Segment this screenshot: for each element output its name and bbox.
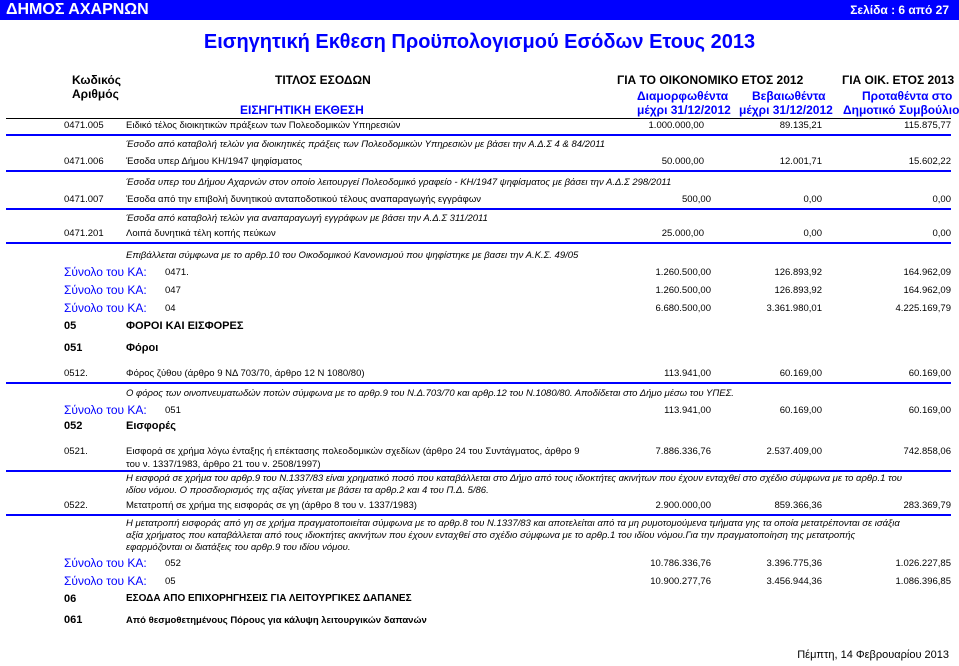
- total-value-a: 1.260.500,00: [655, 267, 711, 278]
- row-value-c: 0,00: [932, 228, 951, 239]
- total-value-c: 164.962,09: [903, 285, 951, 296]
- row-note: Έσοδα υπερ του Δήμου Αχαρνών στον οποίο λειτουργεί Πολεοδομικό γραφείο - ΚΗ/1947 ψηφίσματος με βάσει την Α.Δ.Σ 298/2011: [126, 177, 672, 188]
- row-value-c: 283.369,79: [903, 500, 951, 511]
- total-value-a: 10.786.336,76: [650, 558, 711, 569]
- col-c-2: Δημοτικό Συμβούλιο: [843, 103, 959, 117]
- total-label: Σύνολο του ΚΑ:: [64, 574, 147, 588]
- total-code: 047: [165, 285, 181, 296]
- section-title: Από θεσμοθετημένους Πόρους για κάλυψη λειτουργικών δαπανών: [126, 615, 427, 626]
- total-value-c: 4.225.169,79: [895, 303, 951, 314]
- col-c-1: Προταθέντα στο: [862, 89, 953, 103]
- row-value-c: 0,00: [932, 194, 951, 205]
- row-value-a: 500,00: [681, 194, 711, 205]
- total-value-a: 113.941,00: [664, 405, 711, 416]
- row-note: Έσοδο από καταβολή τελών για διοικητικές πράξεις των Πολεοδομικών Υπηρεσιών με βάσει την Α.Δ.Σ 4 & 84/2011: [126, 139, 606, 150]
- col-code-2: Αριθμός: [72, 87, 119, 101]
- total-value-b: 3.456.944,36: [766, 576, 822, 587]
- row-title-cont: του ν. 1337/1983, άρθρο 21 του ν. 2508/1997): [126, 459, 321, 470]
- row-value-b: 0,00: [803, 228, 822, 239]
- row-value-c: 742.858,06: [903, 446, 951, 457]
- total-value-c: 60.169,00: [908, 405, 951, 416]
- row-value-c: 60.169,00: [908, 368, 951, 379]
- row-value-a: 25.000,00: [661, 228, 704, 239]
- section-title: ΦΟΡΟΙ ΚΑΙ ΕΙΣΦΟΡΕΣ: [126, 320, 244, 332]
- row-code: 0512.: [64, 368, 88, 379]
- row-code: 0522.: [64, 500, 88, 511]
- row-title: Εισφορά σε χρήμα λόγω ένταξης ή επέκτασης πολεοδομικών σχεδίων (άρθρο 24 του Συντάγματος, άρθρο 9: [126, 446, 580, 457]
- row-rule: [6, 208, 951, 210]
- row-code: 0471.006: [64, 156, 104, 167]
- total-value-c: 164.962,09: [903, 267, 951, 278]
- total-value-c: 1.026.227,85: [895, 558, 951, 569]
- top-bar: [0, 0, 959, 20]
- total-value-b: 126.893,92: [774, 267, 822, 278]
- footer-date: Πέμπτη, 14 Φεβρουαρίου 2013: [797, 649, 949, 661]
- row-note: Ο φόρος των οινοπνευματωδών ποτών σύμφωνα με το αρθρ.9 του Ν.Δ.703/70 και αρθρ.12 του Ν.1080/80. Αποδίδεται στο Δήμο μέσω του ΥΠΕΣ.: [126, 388, 734, 399]
- row-note: Η εισφορά σε χρήμα του αρθρ.9 του Ν.1337/83 είναι χρηματικό ποσό που καταβάλλεται στο Δήμο από τους ιδιοκτήτες ακινήτων που έχουν ενταχθεί στο σχέδιο σύμφωνα με το αρθρ.1 του: [126, 473, 902, 484]
- row-rule: [6, 470, 951, 472]
- row-rule: [6, 242, 951, 244]
- section-code: 061: [64, 614, 83, 626]
- row-value-c: 15.602,22: [908, 156, 951, 167]
- section-code: 052: [64, 420, 83, 432]
- report-title: Εισηγητική Εκθεση Προϋπολογισμού Εσόδων Ετους 2013: [203, 31, 756, 53]
- row-value-b: 2.537.409,00: [766, 446, 822, 457]
- total-code: 052: [165, 558, 181, 569]
- page-indicator: Σελίδα : 6 από 27: [850, 3, 949, 17]
- total-value-b: 60.169,00: [779, 405, 822, 416]
- section-code: 06: [64, 593, 77, 605]
- col-fy2012: ΓΙΑ ΤΟ ΟΙΚΟΝΟΜΙΚΟ ΕΤΟΣ 2012: [617, 73, 804, 87]
- municipality-name: ΔΗΜΟΣ ΑΧΑΡΝΩΝ: [6, 1, 149, 18]
- row-value-b: 859.366,36: [774, 500, 822, 511]
- row-note-cont: εφαρμόζονται οι διατάξεις του αρθρ.9 του ιδίου νόμου.: [126, 542, 351, 553]
- row-note: Έσοδα από καταβολή τελών για αναπαραγωγή εγγράφων με βάσει την Α.Δ.Σ 311/2011: [126, 213, 488, 224]
- total-value-b: 126.893,92: [774, 285, 822, 296]
- row-value-c: 115.875,77: [904, 120, 951, 131]
- total-label: Σύνολο του ΚΑ:: [64, 283, 147, 297]
- row-rule: [6, 382, 951, 384]
- section-title: Φόροι: [126, 342, 159, 354]
- row-value-a: 7.886.336,76: [655, 446, 711, 457]
- col-b-1: Βεβαιωθέντα: [752, 89, 826, 103]
- total-label: Σύνολο του ΚΑ:: [64, 265, 147, 279]
- total-code: 0471.: [165, 267, 189, 278]
- total-code: 04: [165, 303, 176, 314]
- total-code: 051: [165, 405, 181, 416]
- section-code: 05: [64, 320, 77, 332]
- section-title: Εισφορές: [126, 420, 176, 432]
- total-code: 05: [165, 576, 176, 587]
- row-note-cont: ιδίου νόμου. Ο προσδιορισμός της αξίας γίνεται με βάσει τα αρθρ.2 και 4 του Π.Δ. 5/86.: [126, 485, 489, 496]
- row-value-b: 12.001,71: [779, 156, 822, 167]
- section-code: 051: [64, 342, 83, 354]
- total-label: Σύνολο του ΚΑ:: [64, 556, 147, 570]
- row-code: 0471.007: [64, 194, 104, 205]
- col-a-1: Διαμορφωθέντα: [637, 89, 729, 103]
- total-value-a: 10.900.277,76: [650, 576, 711, 587]
- row-value-b: 89.135,21: [779, 120, 822, 131]
- row-value-b: 60.169,00: [779, 368, 822, 379]
- row-code: 0521.: [64, 446, 88, 457]
- row-value-a: 113.941,00: [664, 368, 711, 379]
- section-title: ΕΣΟΔΑ ΑΠΟ ΕΠΙΧΟΡΗΓΗΣΕΙΣ ΓΙΑ ΛΕΙΤΟΥΡΓΙΚΕΣ ΔΑΠΑΝΕΣ: [126, 593, 412, 604]
- row-rule: [6, 514, 951, 516]
- total-label: Σύνολο του ΚΑ:: [64, 301, 147, 315]
- col-b-2: μέχρι 31/12/2012: [739, 103, 833, 117]
- row-code: 0471.005: [64, 120, 104, 131]
- row-note-cont: αξία χρήματος που καταβάλλεται από τους ιδιοκτήτες ακινήτων που έχουν ενταχθεί στο σχέδιο σύμφωνα με το αρθρ.1 του ιδίου νόμου.Για την πραγματοποίηση της μετατροπής: [126, 530, 856, 541]
- row-title: Έσοδα από την επιβολή δυνητικού ανταποδοτικού τέλους αναπαραγωγής εγγράφων: [126, 194, 482, 205]
- row-title: Μετατροπή σε χρήμα της εισφοράς σε γη (άρθρο 8 του ν. 1337/1983): [126, 500, 417, 511]
- total-value-a: 6.680.500,00: [655, 303, 711, 314]
- row-title: Ειδικό τέλος διοικητικών πράξεων των Πολεοδομικών Υπηρεσιών: [126, 120, 401, 131]
- row-note: Η μετατροπή εισφοράς από γη σε χρήμα πραγματοποιείται σύμφωνα με το αρθρ.8 του Ν.1337/83 και αποτελείται από τα μη ρυμοτομούμενα τμήματα γης τα οποία μετατρέπονται σε ισάξια: [126, 518, 900, 529]
- header-rule: [6, 118, 951, 119]
- row-title: Λοιπά δυνητικά τέλη κοπής πεύκων: [126, 228, 276, 239]
- col-a-2: μέχρι 31/12/2012: [637, 103, 731, 117]
- row-value-a: 50.000,00: [661, 156, 704, 167]
- col-code-1: Κωδικός: [72, 73, 122, 87]
- total-value-b: 3.361.980,01: [766, 303, 822, 314]
- col-fy2013: ΓΙΑ ΟΙΚ. ΕΤΟΣ 2013: [842, 73, 955, 87]
- row-note: Επιβάλλεται σύμφωνα με το αρθρ.10 του Οικοδομικού Κανονισμού που ψηφίστηκε με βασει την Α.Κ.Σ. 49/05: [126, 250, 579, 261]
- row-code: 0471.201: [64, 228, 104, 239]
- row-value-a: 2.900.000,00: [655, 500, 711, 511]
- total-value-a: 1.260.500,00: [655, 285, 711, 296]
- total-value-b: 3.396.775,36: [766, 558, 822, 569]
- col-title-1: ΤΙΤΛΟΣ ΕΣΟΔΩΝ: [275, 73, 371, 87]
- row-rule: [6, 170, 951, 172]
- row-title: Έσοδα υπερ Δήμου ΚΗ/1947 ψηφίσματος: [126, 156, 302, 167]
- row-value-a: 1.000.000,00: [648, 120, 704, 131]
- col-title-2: ΕΙΣΗΓΗΤΙΚΗ ΕΚΘΕΣΗ: [240, 103, 364, 117]
- total-label: Σύνολο του ΚΑ:: [64, 403, 147, 417]
- row-rule: [6, 134, 951, 136]
- row-value-b: 0,00: [803, 194, 822, 205]
- total-value-c: 1.086.396,85: [895, 576, 951, 587]
- row-title: Φόρος ζύθου (άρθρο 9 ΝΔ 703/70, άρθρο 12 Ν 1080/80): [126, 368, 365, 379]
